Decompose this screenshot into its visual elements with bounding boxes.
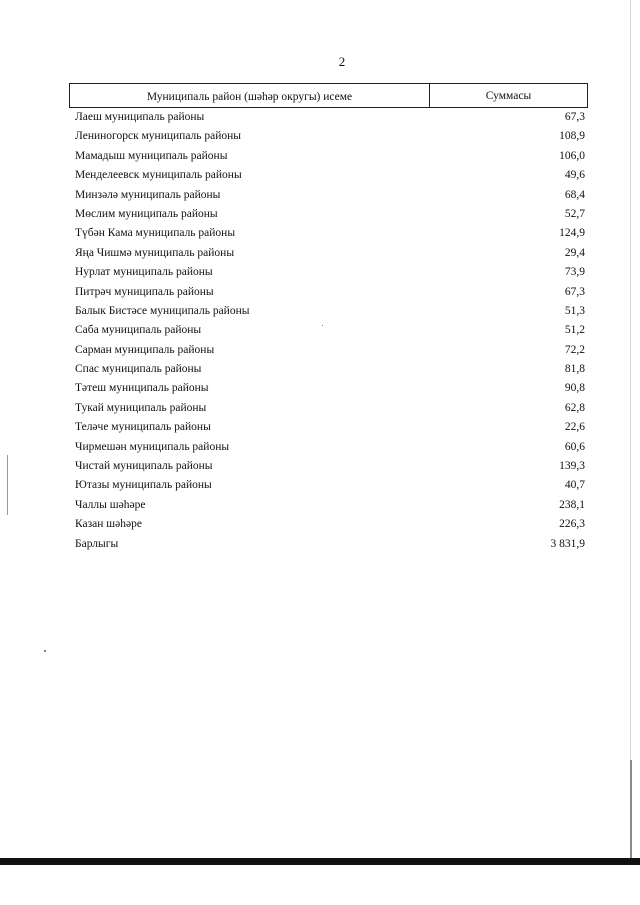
row-name: Мөслим муниципаль районы — [75, 207, 218, 220]
table-row — [75, 399, 585, 418]
row-value: 51,3 — [564, 304, 585, 317]
table-row — [75, 360, 585, 379]
row-value: 29,4 — [564, 246, 585, 259]
row-value: 60,6 — [564, 440, 585, 453]
row-name: Тукай муниципаль районы — [75, 401, 207, 414]
row-name: Яңа Чишмә муниципаль районы — [75, 246, 235, 259]
table-row — [75, 321, 585, 340]
table-row — [75, 166, 585, 185]
table-row — [75, 224, 585, 243]
row-name: Чаллы шәһәре — [75, 498, 146, 511]
row-value: 51,2 — [564, 324, 585, 337]
table-row — [75, 147, 585, 166]
table-row — [75, 186, 585, 205]
table-row — [75, 283, 585, 302]
row-value: 49,6 — [564, 169, 585, 182]
table-header — [69, 83, 588, 108]
scan-edge-shadow — [630, 760, 632, 860]
table-row — [75, 418, 585, 437]
scan-edge-mark — [7, 455, 8, 515]
row-name: Спас муниципаль районы — [75, 363, 202, 376]
row-name: Казан шәһәре — [75, 518, 142, 531]
total-label: Барлыгы — [75, 537, 119, 550]
table-body — [75, 108, 585, 554]
row-value: 81,8 — [564, 363, 585, 376]
row-value: 139,3 — [559, 460, 585, 473]
column-header-name: Муниципаль район (шәһәр округы) исеме — [70, 84, 430, 107]
row-name: Минзәлә муниципаль районы — [75, 188, 221, 201]
table-row-total — [75, 535, 585, 554]
row-name: Балык Бистәсе муниципаль районы — [75, 304, 250, 317]
row-name: Лаеш муниципаль районы — [75, 111, 205, 123]
table-row — [75, 263, 585, 282]
row-value: 90,8 — [564, 382, 585, 395]
row-name: Нурлат муниципаль районы — [75, 266, 213, 279]
scan-speck — [322, 325, 323, 326]
row-name: Чистай муниципаль районы — [75, 460, 213, 473]
table-row — [75, 205, 585, 224]
table-row — [75, 108, 585, 127]
row-value: 238,1 — [559, 498, 585, 511]
scan-edge-line — [630, 0, 631, 860]
scan-speck — [44, 650, 46, 652]
column-header-sum: Суммасы — [485, 89, 532, 102]
row-value: 124,9 — [559, 227, 585, 240]
table-row — [75, 379, 585, 398]
table-row — [75, 515, 585, 534]
row-name: Менделеевск муниципаль районы — [75, 169, 242, 182]
row-value: 226,3 — [559, 518, 585, 531]
table-row — [75, 476, 585, 495]
table-row — [75, 438, 585, 457]
row-name: Түбән Кама муниципаль районы — [75, 227, 236, 240]
table-row — [75, 457, 585, 476]
table-row — [75, 341, 585, 360]
row-value: 73,9 — [564, 266, 585, 279]
row-value: 108,9 — [559, 130, 585, 143]
row-name: Саба муниципаль районы — [75, 324, 202, 337]
row-name: Чирмешән муниципаль районы — [75, 440, 230, 453]
row-name: Тәтеш муниципаль районы — [75, 382, 209, 395]
row-value: 68,4 — [564, 188, 585, 201]
row-name: Лениногорск муниципаль районы — [75, 130, 242, 143]
row-value: 62,8 — [564, 401, 585, 414]
row-value: 67,3 — [564, 285, 585, 298]
row-value: 40,7 — [564, 479, 585, 492]
row-name: Сарман муниципаль районы — [75, 343, 215, 356]
row-name: Теләче муниципаль районы — [75, 421, 211, 434]
table-row — [75, 127, 585, 146]
table-row — [75, 496, 585, 515]
row-value: 72,2 — [564, 343, 585, 356]
page-number: 2 — [338, 54, 346, 69]
row-name: Ютазы муниципаль районы — [75, 479, 212, 492]
scan-bottom-border — [0, 858, 640, 865]
table-row — [75, 244, 585, 263]
row-value: 67,3 — [564, 111, 585, 123]
row-value: 106,0 — [559, 149, 585, 162]
table-row — [75, 302, 585, 321]
row-name: Мамадыш муниципаль районы — [75, 149, 228, 162]
row-value: 52,7 — [564, 207, 585, 220]
row-name: Питрәч муниципаль районы — [75, 285, 214, 298]
row-value: 22,6 — [564, 421, 585, 434]
total-value: 3 831,9 — [550, 537, 585, 550]
